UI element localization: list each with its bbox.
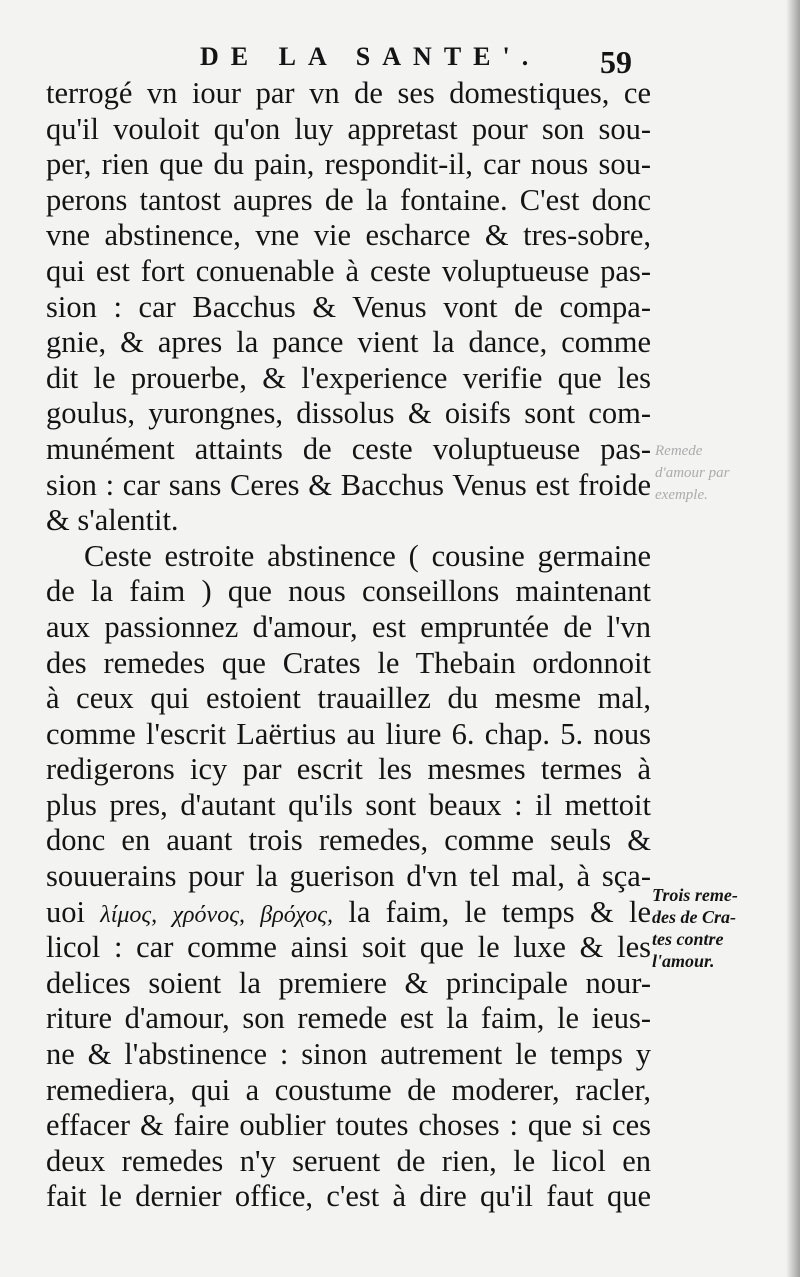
text-line: comme l'escrit Laërtius au liure 6. chap. 5. nous xyxy=(46,716,651,751)
bleed-note-line: d'amour par xyxy=(655,465,730,481)
margin-note-line: l'amour. xyxy=(652,951,715,971)
page-gutter-shadow xyxy=(786,0,800,1277)
greek-word-brochos: βρόχος, xyxy=(260,901,334,928)
text-line: qui est fort conuenable à ceste voluptueuse pas- xyxy=(46,253,651,288)
greek-word-limos: λίμος, xyxy=(100,901,158,928)
text-line: des remedes que Crates le Thebain ordonnoit xyxy=(46,645,651,680)
text-line: ne & l'abstinence : sinon autrement le temps y xyxy=(46,1037,651,1072)
text-line: de la faim ) que nous conseillons maintenant xyxy=(46,574,651,609)
text-line: à ceux qui estoient trauaillez du mesme mal, xyxy=(46,681,651,716)
text-line: terrogé vn iour par vn de ses domestiques, ce xyxy=(46,76,651,110)
text-line: dit le prouerbe, & l'experience verifie que les xyxy=(46,360,651,395)
text-line: plus pres, d'autant qu'ils sont beaux : il mettoit xyxy=(46,787,651,822)
bleed-through-margin-note xyxy=(655,440,795,506)
text-line: goulus, yurongnes, dissolus & oisifs sont com- xyxy=(46,396,651,431)
text-line: per, rien que du pain, respondit-il, car nous sou- xyxy=(46,147,651,182)
text-line: donc en auant trois remedes, comme seuls & xyxy=(46,823,651,858)
text-line: redigerons icy par escrit les mesmes termes à xyxy=(46,752,651,787)
greek-line-lead: uoi xyxy=(46,894,85,929)
bleed-note-line: exemple. xyxy=(655,487,708,503)
text-line: effacer & faire oublier toutes choses : que si ces xyxy=(46,1108,651,1143)
margin-note-line: Trois reme- xyxy=(652,885,738,905)
page-number: 59 xyxy=(600,44,632,80)
text-line: souuerains pour la guerison d'vn tel mal, à sça- xyxy=(46,859,651,894)
margin-note-line: tes contre xyxy=(652,929,724,949)
text-line: deux remedes n'y seruent de rien, le licol en xyxy=(46,1143,651,1178)
text-line: sion : car sans Ceres & Bacchus Venus est froide xyxy=(46,467,651,502)
bleed-note-line: Remede xyxy=(655,443,703,459)
text-line: perons tantost aupres de la fontaine. C'est donc xyxy=(46,182,651,217)
greek-line-tail: la faim, le temps & le xyxy=(348,894,652,929)
paragraph-start-line: Ceste estroite abstinence ( cousine germaine xyxy=(84,538,651,573)
running-title: DE LA SANTE'. xyxy=(200,42,541,71)
text-line: aux passionnez d'amour, est empruntée de l'vn xyxy=(46,609,651,644)
text-line: vne abstinence, vne vie escharce & tres-sobre, xyxy=(46,218,651,253)
text-line: licol : car comme ainsi soit que le luxe & les xyxy=(46,930,651,965)
text-line: gnie, & apres la pance vient la dance, comme xyxy=(46,325,651,360)
greek-words-line xyxy=(46,895,651,931)
margin-note-line: des de Cra- xyxy=(652,907,736,927)
paragraph-end-line: & s'alentit. xyxy=(46,503,179,538)
text-line: riture d'amour, son remede est la faim, le ieus- xyxy=(46,1001,651,1036)
text-line: remediera, qui a coustume de moderer, racler, xyxy=(46,1072,651,1107)
greek-word-chronos: χρόνος, xyxy=(172,901,245,928)
main-text-block xyxy=(46,76,651,1215)
text-line: qu'il vouloit qu'on luy appretast pour son sou- xyxy=(46,111,651,146)
text-line: sion : car Bacchus & Venus vont de compa- xyxy=(46,289,651,324)
margin-note xyxy=(652,884,792,972)
text-line: delices soient la premiere & principale nour- xyxy=(46,965,651,1000)
text-line: munément attaints de ceste voluptueuse pas- xyxy=(46,431,651,466)
text-line: fait le dernier office, c'est à dire qu'il faut que xyxy=(46,1179,651,1214)
